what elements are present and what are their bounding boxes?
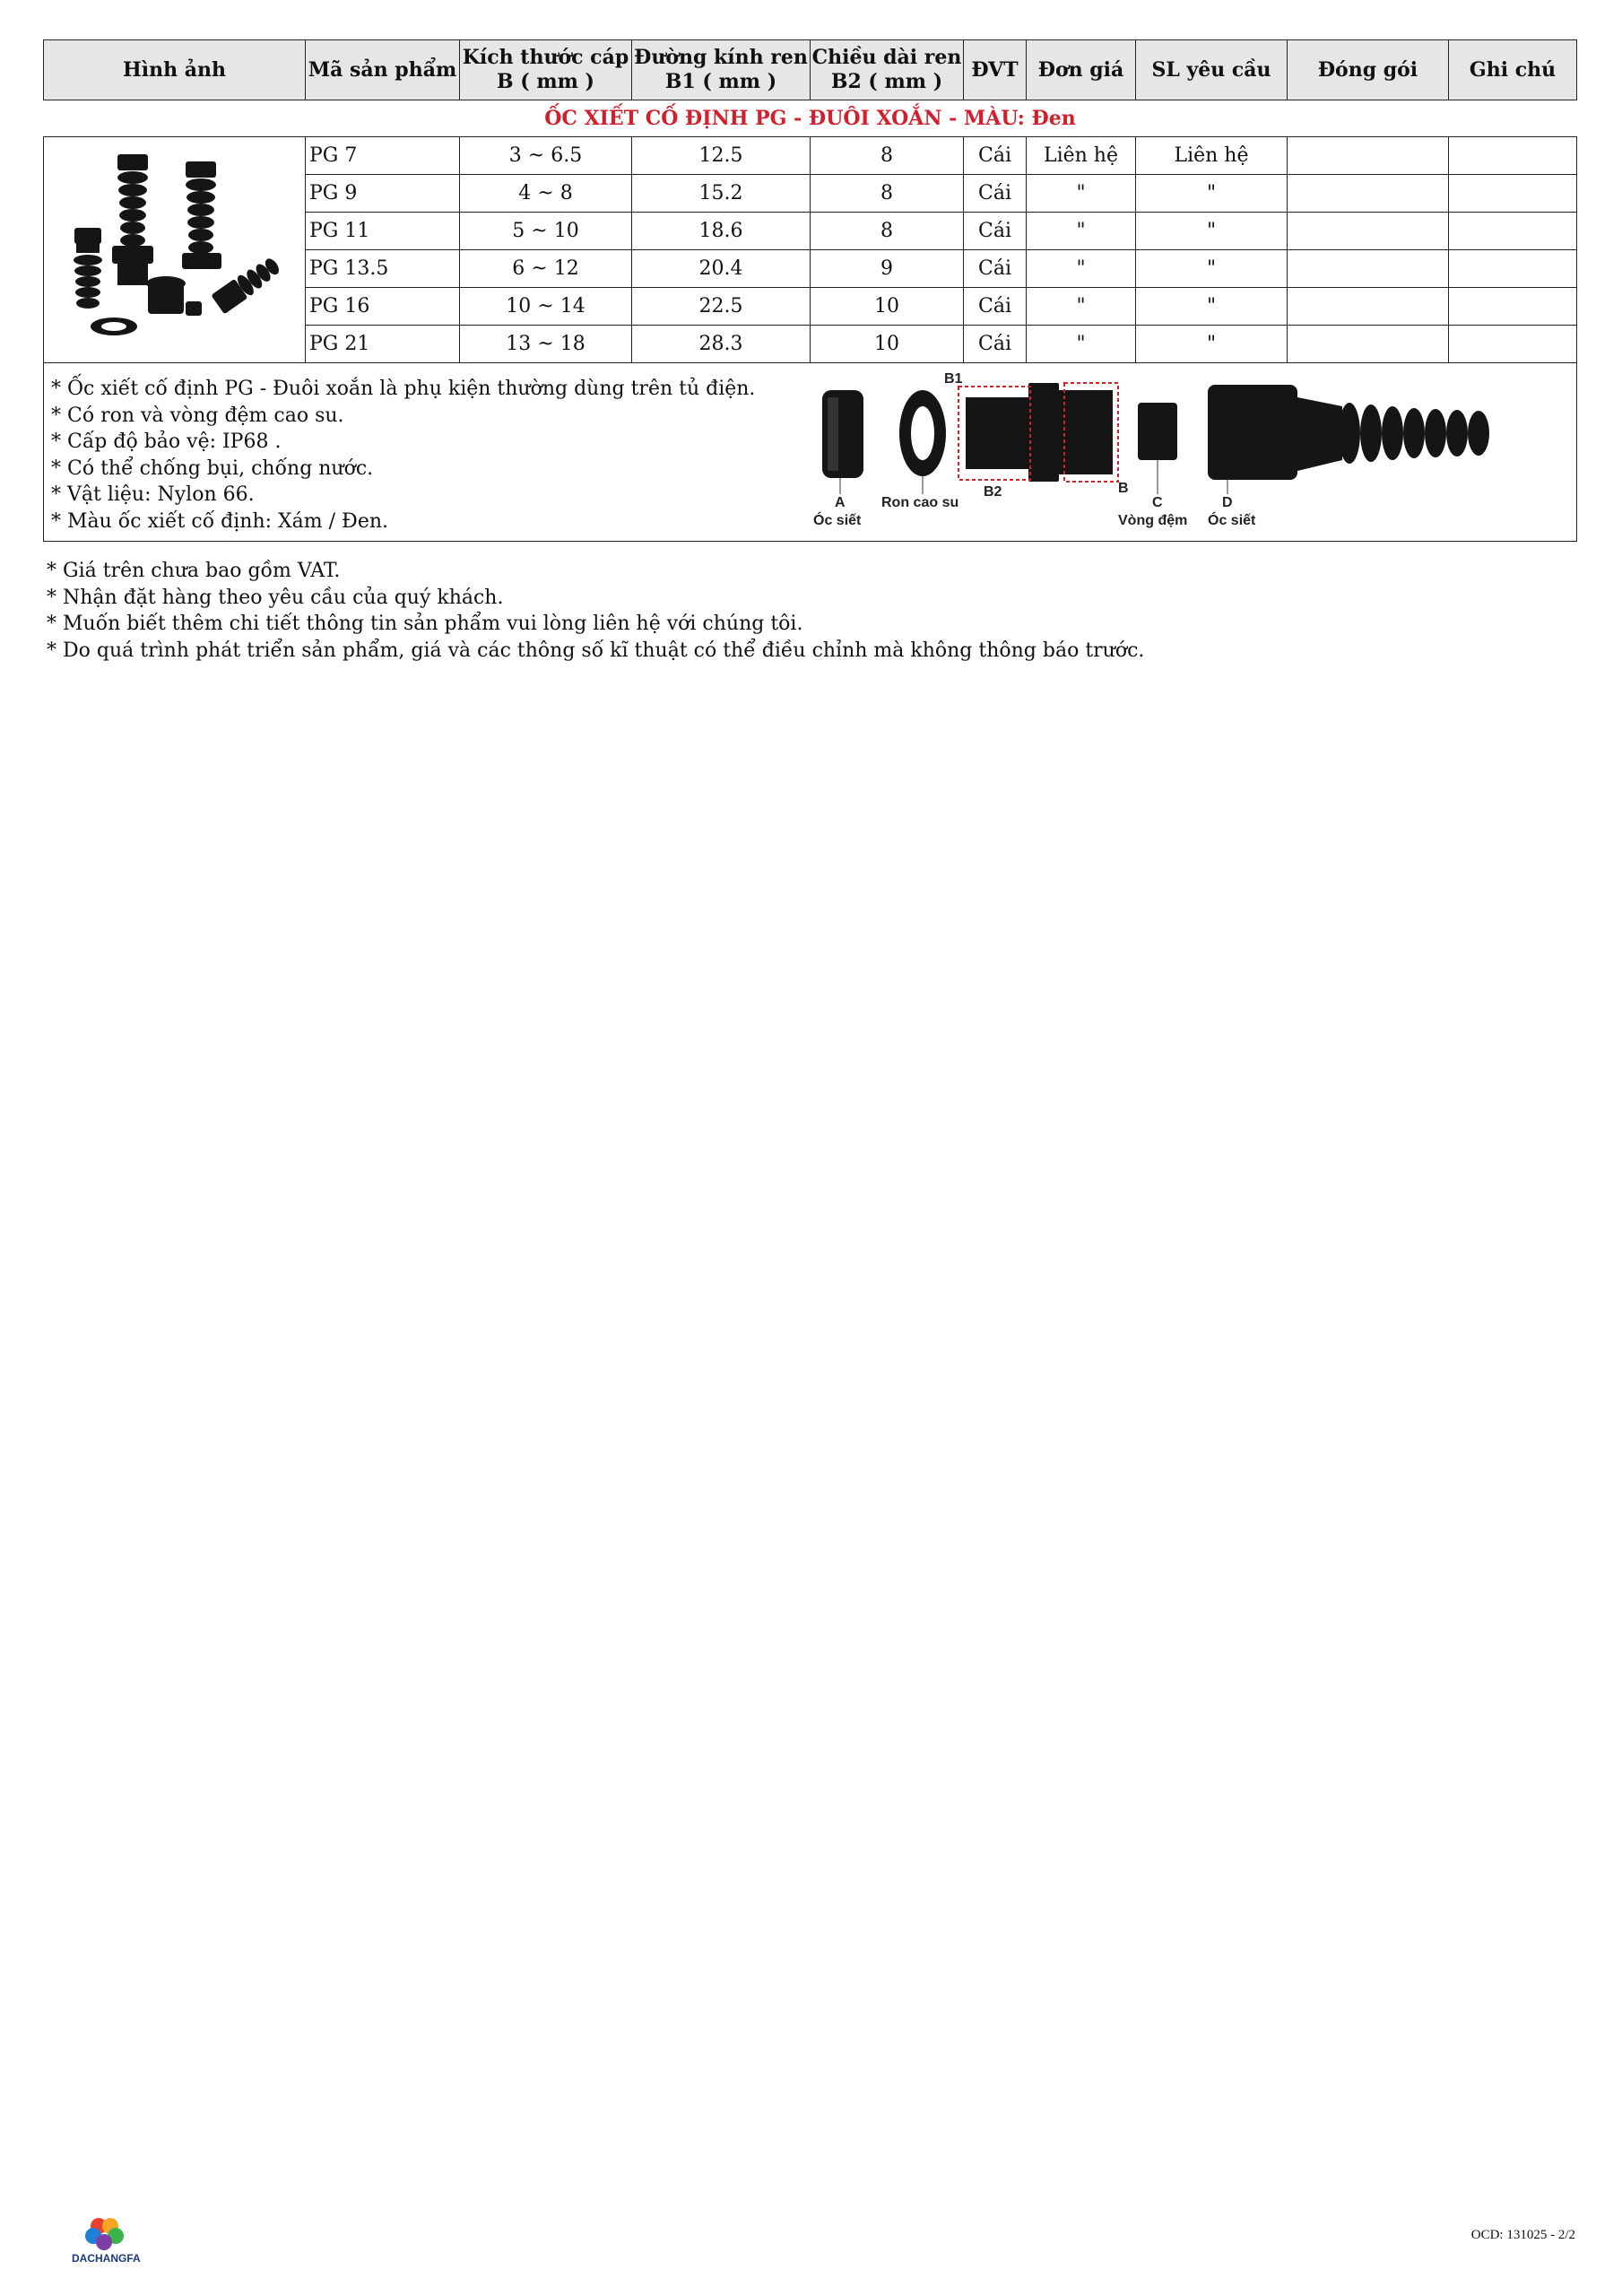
label-b1: B1 bbox=[944, 371, 963, 387]
cell-b1: 12.5 bbox=[632, 137, 811, 175]
description-line: * Cấp độ bảo vệ: IP68 . bbox=[51, 430, 282, 453]
logo-mark bbox=[85, 2218, 124, 2250]
cell-price: " bbox=[1027, 175, 1136, 213]
part-rubber-ring bbox=[899, 390, 946, 476]
cell-code: PG 11 bbox=[306, 213, 460, 250]
label-a-name: Óc siết bbox=[813, 513, 862, 528]
description-line: * Có thể chống bụi, chống nước. bbox=[51, 457, 374, 480]
cell-qty: " bbox=[1136, 288, 1288, 326]
cell-qty: Liên hệ bbox=[1136, 137, 1288, 175]
gland-cap bbox=[146, 276, 186, 291]
header-thread-length-l2: B2 ( mm ) bbox=[830, 70, 943, 93]
gland-4 bbox=[211, 254, 282, 314]
cell-price: " bbox=[1027, 326, 1136, 363]
label-d: D bbox=[1222, 495, 1233, 510]
part-a-lock-nut bbox=[822, 390, 863, 478]
label-c-name: Vòng đệm bbox=[1118, 513, 1188, 528]
part-d-spiral-cap bbox=[1208, 385, 1489, 480]
cell-note bbox=[1449, 250, 1577, 288]
note-line: * Giá trên chưa bao gồm VAT. bbox=[47, 560, 341, 582]
cell-b2: 10 bbox=[811, 326, 964, 363]
company-logo bbox=[72, 2213, 170, 2267]
cell-cable: 4 ~ 8 bbox=[460, 175, 632, 213]
cell-cable: 3 ~ 6.5 bbox=[460, 137, 632, 175]
description-line: * Ốc xiết cố định PG - Đuôi xoắn là phụ kiện thường dùng trên tủ điện. bbox=[51, 378, 756, 400]
note-line: * Do quá trình phát triển sản phẩm, giá và các thông số kĩ thuật có thể điều chỉnh mà không thông báo trước. bbox=[47, 639, 1145, 662]
logo-text: DACHANGFA bbox=[72, 2252, 141, 2265]
header-cable-l2: B ( mm ) bbox=[497, 70, 594, 93]
cell-b1: 20.4 bbox=[632, 250, 811, 288]
cell-note bbox=[1449, 288, 1577, 326]
gland-1 bbox=[74, 228, 102, 309]
cell-pack bbox=[1288, 213, 1449, 250]
cell-b2: 9 bbox=[811, 250, 964, 288]
cell-qty: " bbox=[1136, 250, 1288, 288]
gland-2 bbox=[112, 154, 153, 285]
part-c-washer bbox=[1138, 403, 1177, 460]
section-title: ỐC XIẾT CỐ ĐỊNH PG - ĐUÔI XOẮN - MÀU: Đen bbox=[44, 100, 1577, 137]
cell-code: PG 9 bbox=[306, 175, 460, 213]
rubber-seal bbox=[186, 301, 202, 316]
cell-b1: 15.2 bbox=[632, 175, 811, 213]
header-image: Hình ảnh bbox=[44, 40, 306, 100]
cell-unit: Cái bbox=[964, 250, 1027, 288]
cell-code: PG 7 bbox=[306, 137, 460, 175]
part-b-body bbox=[966, 383, 1113, 482]
cell-price: " bbox=[1027, 250, 1136, 288]
cell-unit: Cái bbox=[964, 213, 1027, 250]
cell-cable: 10 ~ 14 bbox=[460, 288, 632, 326]
cell-note bbox=[1449, 213, 1577, 250]
header-note: Ghi chú bbox=[1449, 40, 1577, 100]
section-title-row bbox=[44, 100, 1577, 137]
header-thread-length bbox=[811, 40, 964, 100]
header-cable-l1: Kích thước cáp bbox=[462, 46, 629, 69]
cell-price: Liên hệ bbox=[1027, 137, 1136, 175]
header-pack: Đóng gói bbox=[1288, 40, 1449, 100]
cell-unit: Cái bbox=[964, 326, 1027, 363]
table-row bbox=[44, 137, 1577, 175]
cell-note bbox=[1449, 175, 1577, 213]
description-cell bbox=[44, 363, 1577, 542]
cell-pack bbox=[1288, 175, 1449, 213]
product-image-cell bbox=[44, 137, 306, 363]
cell-pack bbox=[1288, 250, 1449, 288]
cell-pack bbox=[1288, 137, 1449, 175]
header-unit: ĐVT bbox=[964, 40, 1027, 100]
header-price: Đơn giá bbox=[1027, 40, 1136, 100]
cell-price: " bbox=[1027, 213, 1136, 250]
header-qty: SL yêu cầu bbox=[1136, 40, 1288, 100]
cell-pack bbox=[1288, 326, 1449, 363]
cell-code: PG 16 bbox=[306, 288, 460, 326]
description-line: * Màu ốc xiết cố định: Xám / Đen. bbox=[51, 509, 388, 533]
cell-pack bbox=[1288, 288, 1449, 326]
cell-qty: " bbox=[1136, 213, 1288, 250]
cell-b2: 8 bbox=[811, 137, 964, 175]
parts-diagram bbox=[768, 370, 1540, 536]
cell-price: " bbox=[1027, 288, 1136, 326]
cell-cable: 13 ~ 18 bbox=[460, 326, 632, 363]
cell-b2: 10 bbox=[811, 288, 964, 326]
product-table bbox=[43, 39, 1577, 542]
header-thread-diameter-l2: B1 ( mm ) bbox=[664, 70, 777, 93]
description-row bbox=[44, 363, 1577, 542]
header-thread-length-l1: Chiều dài ren bbox=[811, 46, 962, 69]
cell-b1: 28.3 bbox=[632, 326, 811, 363]
header-cable bbox=[460, 40, 632, 100]
cell-note bbox=[1449, 326, 1577, 363]
notes-list bbox=[47, 558, 1144, 664]
cell-code: PG 21 bbox=[306, 326, 460, 363]
cell-qty: " bbox=[1136, 326, 1288, 363]
cell-b2: 8 bbox=[811, 213, 964, 250]
label-ron: Ron cao su bbox=[881, 495, 959, 510]
cell-b1: 22.5 bbox=[632, 288, 811, 326]
label-d-name: Óc siết bbox=[1208, 513, 1256, 528]
cell-unit: Cái bbox=[964, 175, 1027, 213]
product-image bbox=[67, 149, 282, 346]
cell-cable: 5 ~ 10 bbox=[460, 213, 632, 250]
cell-b2: 8 bbox=[811, 175, 964, 213]
label-c: C bbox=[1152, 495, 1163, 510]
cell-unit: Cái bbox=[964, 288, 1027, 326]
header-code: Mã sản phẩm bbox=[306, 40, 460, 100]
label-b2: B2 bbox=[984, 484, 1002, 500]
cell-note bbox=[1449, 137, 1577, 175]
note-line: * Nhận đặt hàng theo yêu cầu của quý khách. bbox=[47, 586, 504, 609]
description-line: * Vật liệu: Nylon 66. bbox=[51, 483, 255, 506]
header-thread-diameter-l1: Đường kính ren bbox=[634, 46, 808, 69]
label-a: A bbox=[835, 495, 846, 510]
gland-3 bbox=[182, 161, 221, 269]
header-row bbox=[44, 40, 1577, 100]
document-code: OCD: 131025 - 2/2 bbox=[1470, 2228, 1575, 2242]
cell-qty: " bbox=[1136, 175, 1288, 213]
description-line: * Có ron và vòng đệm cao su. bbox=[51, 404, 344, 427]
cell-b1: 18.6 bbox=[632, 213, 811, 250]
header-thread-diameter bbox=[632, 40, 811, 100]
note-line: * Muốn biết thêm chi tiết thông tin sản phẩm vui lòng liên hệ với chúng tôi. bbox=[47, 613, 803, 635]
description-list bbox=[51, 376, 755, 535]
cell-unit: Cái bbox=[964, 137, 1027, 175]
cell-code: PG 13.5 bbox=[306, 250, 460, 288]
label-b: B bbox=[1118, 481, 1129, 496]
cell-cable: 6 ~ 12 bbox=[460, 250, 632, 288]
